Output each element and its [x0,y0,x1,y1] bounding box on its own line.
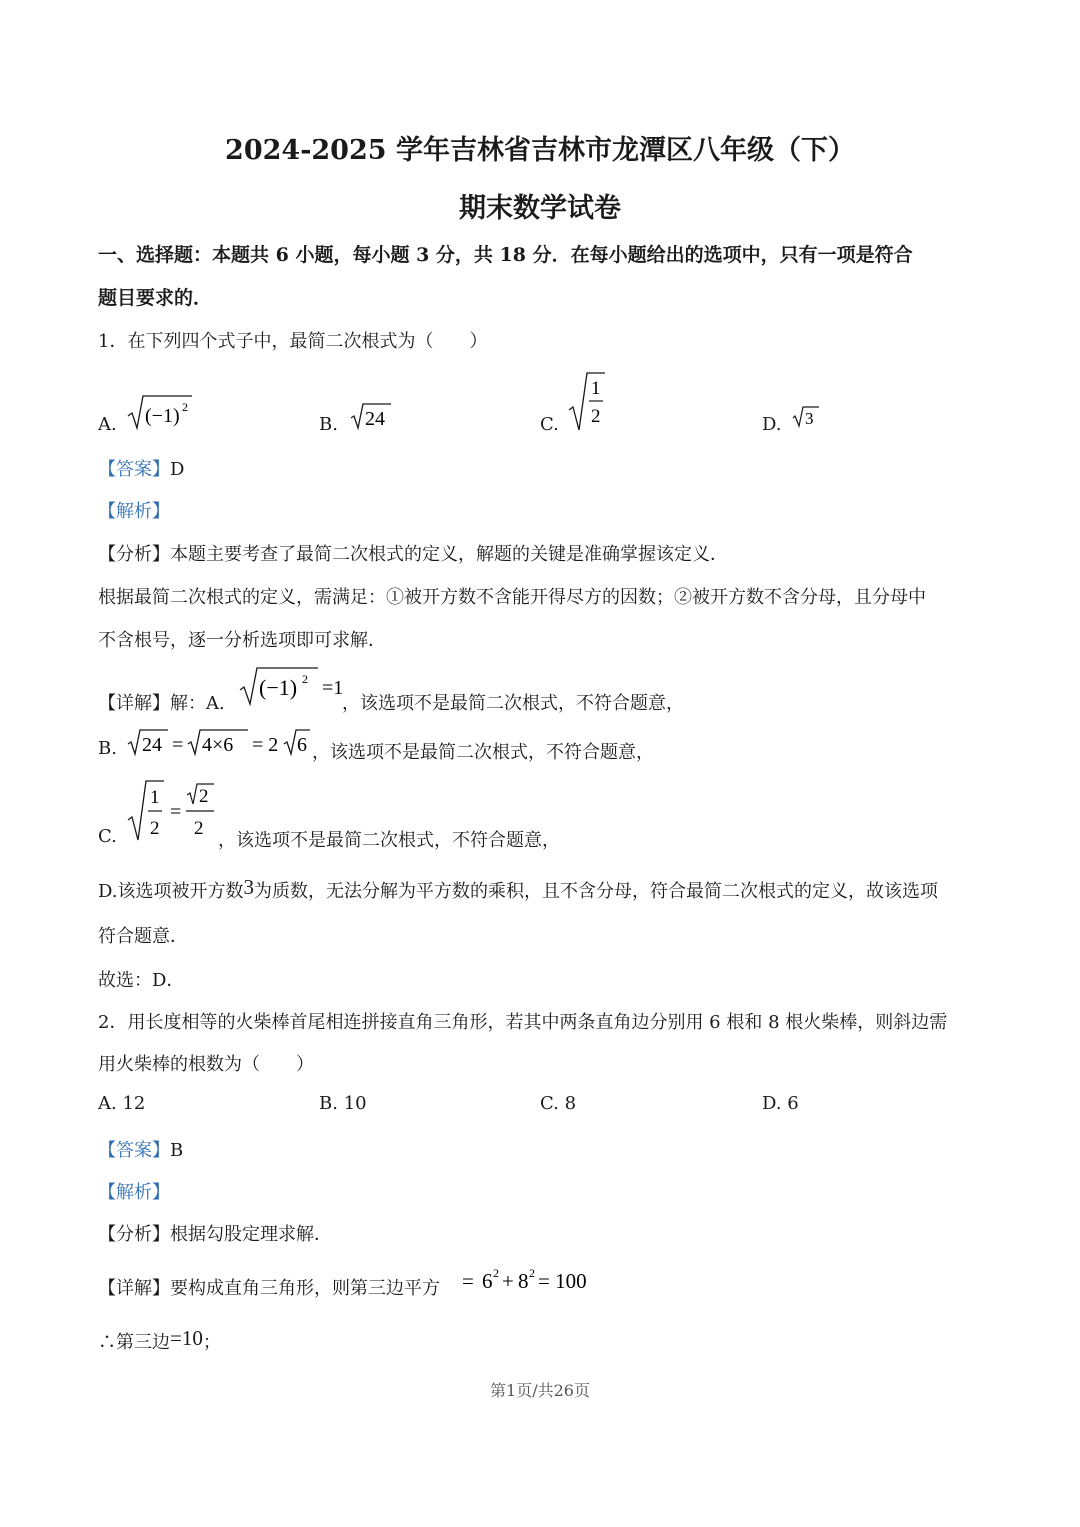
q1-rule-line1: 根据最简二次根式的定义，需满足：①被开方数不含能开得尽方的因数；②被开方数不含分母，且分母中 [98,587,926,608]
q1-detail-d-num: 3 [243,875,255,899]
q2-therefore-end: ； [202,1332,221,1353]
q2-answer-tag: 【答案】 [98,1140,170,1161]
q1-detail-d-post: 为质数，无法分解为平方数的乘积，且不含分母，符合最简二次根式的定义，故该选项 [254,881,939,902]
q1-detail-b-prefix: B. [98,738,117,759]
svg-text:=: = [170,801,182,823]
svg-text:2: 2 [493,1266,499,1280]
q2-detail-text: 要构成直角三角形，则第三边平方 [170,1278,440,1299]
svg-text:(−1): (−1) [259,675,298,700]
q2-therefore-row [98,1328,221,1354]
q1-detail-c-expr [126,778,218,844]
q1-choose: 故选：D． [98,970,185,991]
svg-text:2: 2 [529,1266,535,1280]
svg-text:=1: =1 [322,677,344,699]
svg-text:4×6: 4×6 [202,734,234,756]
q1-detail-d-line1 [98,877,938,903]
section-heading-line2: 题目要求的． [98,287,213,309]
svg-text:1: 1 [591,378,601,399]
q1-option-b-label: B. [319,414,338,435]
svg-text:=: = [462,1269,474,1293]
q1-detail-a-row [98,689,225,715]
svg-text:3: 3 [805,409,814,428]
svg-text:2: 2 [194,818,204,839]
svg-text:24: 24 [365,408,385,430]
q2-answer-row [98,1136,183,1162]
q2-answer-value: B [170,1140,184,1161]
q2-option-b: B. 10 [319,1093,367,1114]
q1-detail-b-expr [126,726,312,758]
svg-text:2: 2 [302,672,308,686]
svg-text:= 100: = 100 [538,1269,587,1293]
q1-rule-line2: 不含根号，逐一分析选项即可求解． [98,630,386,651]
q2-fenxi-text: 根据勾股定理求解． [170,1224,332,1245]
doc-title-line2: 期末数学试卷 [459,193,621,224]
q1-option-a-expr [126,392,196,432]
q1-detail-d-line2: 符合题意． [98,926,188,947]
svg-text:1: 1 [150,787,160,808]
svg-text:2: 2 [182,400,188,414]
q1-fenxi-tag: 【分析】 [98,544,170,565]
svg-text:= 2: = 2 [252,734,279,756]
q1-detail-a-prefix: 解：A. [170,693,225,714]
q1-option-c-expr [567,370,607,434]
svg-text:2: 2 [150,818,160,839]
q1-option-c-label: C. [540,414,559,435]
q2-detail-expr [462,1262,602,1296]
svg-text:2: 2 [199,786,209,807]
q1-analysis-tag: 【解析】 [98,501,170,522]
q1-detail-a-suffix: ，该选项不是最简二次根式，不符合题意， [342,693,684,714]
section-heading-line1: 一、选择题：本题共 6 小题，每小题 3 分，共 18 分．在每小题给出的选项中，只有一项是符合 [98,244,913,266]
page-footer: 第1页/共26页 [490,1381,590,1400]
q2-detail-tag: 【详解】 [98,1278,170,1299]
q1-fenxi-row [98,540,728,566]
q1-option-b-expr [349,400,393,432]
q2-stem-line2: 用火柴棒的根数为（ ） [98,1054,314,1075]
svg-text:(−1): (−1) [145,405,180,427]
svg-text:24: 24 [142,734,162,756]
q1-option-d-label: D. [762,414,782,435]
q1-detail-d-pre: D.该选项被开方数 [98,881,244,902]
q2-stem-line1: 2．用长度相等的火柴棒首尾相连拼接直角三角形，若其中两条直角边分别用 6 根和 8 根火柴棒，则斜边需 [98,1012,948,1033]
q1-detail-tag: 【详解】 [98,693,170,714]
q2-option-d: D. 6 [762,1093,799,1114]
q1-answer-row [98,455,184,481]
q1-answer-tag: 【答案】 [98,459,170,480]
svg-text:6: 6 [297,734,307,756]
q2-fenxi-row [98,1220,332,1246]
q1-detail-c-suffix: ，该选项不是最简二次根式，不符合题意， [218,830,560,851]
q1-detail-c-prefix: C. [98,826,117,847]
q1-detail-a-expr [238,664,344,708]
svg-text:2: 2 [591,406,601,427]
q2-option-a: A. 12 [98,1093,146,1114]
q1-fenxi-text: 本题主要考查了最简二次根式的定义，解题的关键是准确掌握该定义． [170,544,728,565]
q2-option-c: C. 8 [540,1093,577,1114]
q2-therefore-expr: =10 [170,1326,203,1350]
q1-stem: 1．在下列四个式子中，最简二次根式为（ ） [98,331,488,352]
q2-fenxi-tag: 【分析】 [98,1224,170,1245]
doc-title-line1: 2024-2025 学年吉林省吉林市龙潭区八年级（下） [225,135,855,166]
q1-answer-value: D [170,459,185,480]
svg-text:+: + [502,1269,514,1293]
q2-therefore-text: ∴第三边 [98,1332,170,1353]
q2-analysis-tag: 【解析】 [98,1182,170,1203]
svg-text:8: 8 [518,1269,529,1293]
q2-detail-row [98,1274,440,1300]
q1-detail-b-suffix: ，该选项不是最简二次根式，不符合题意， [312,742,654,763]
q1-option-a-label: A. [98,414,117,435]
svg-text:6: 6 [482,1269,493,1293]
q1-option-d-expr [791,404,821,430]
svg-text:=: = [172,734,184,756]
